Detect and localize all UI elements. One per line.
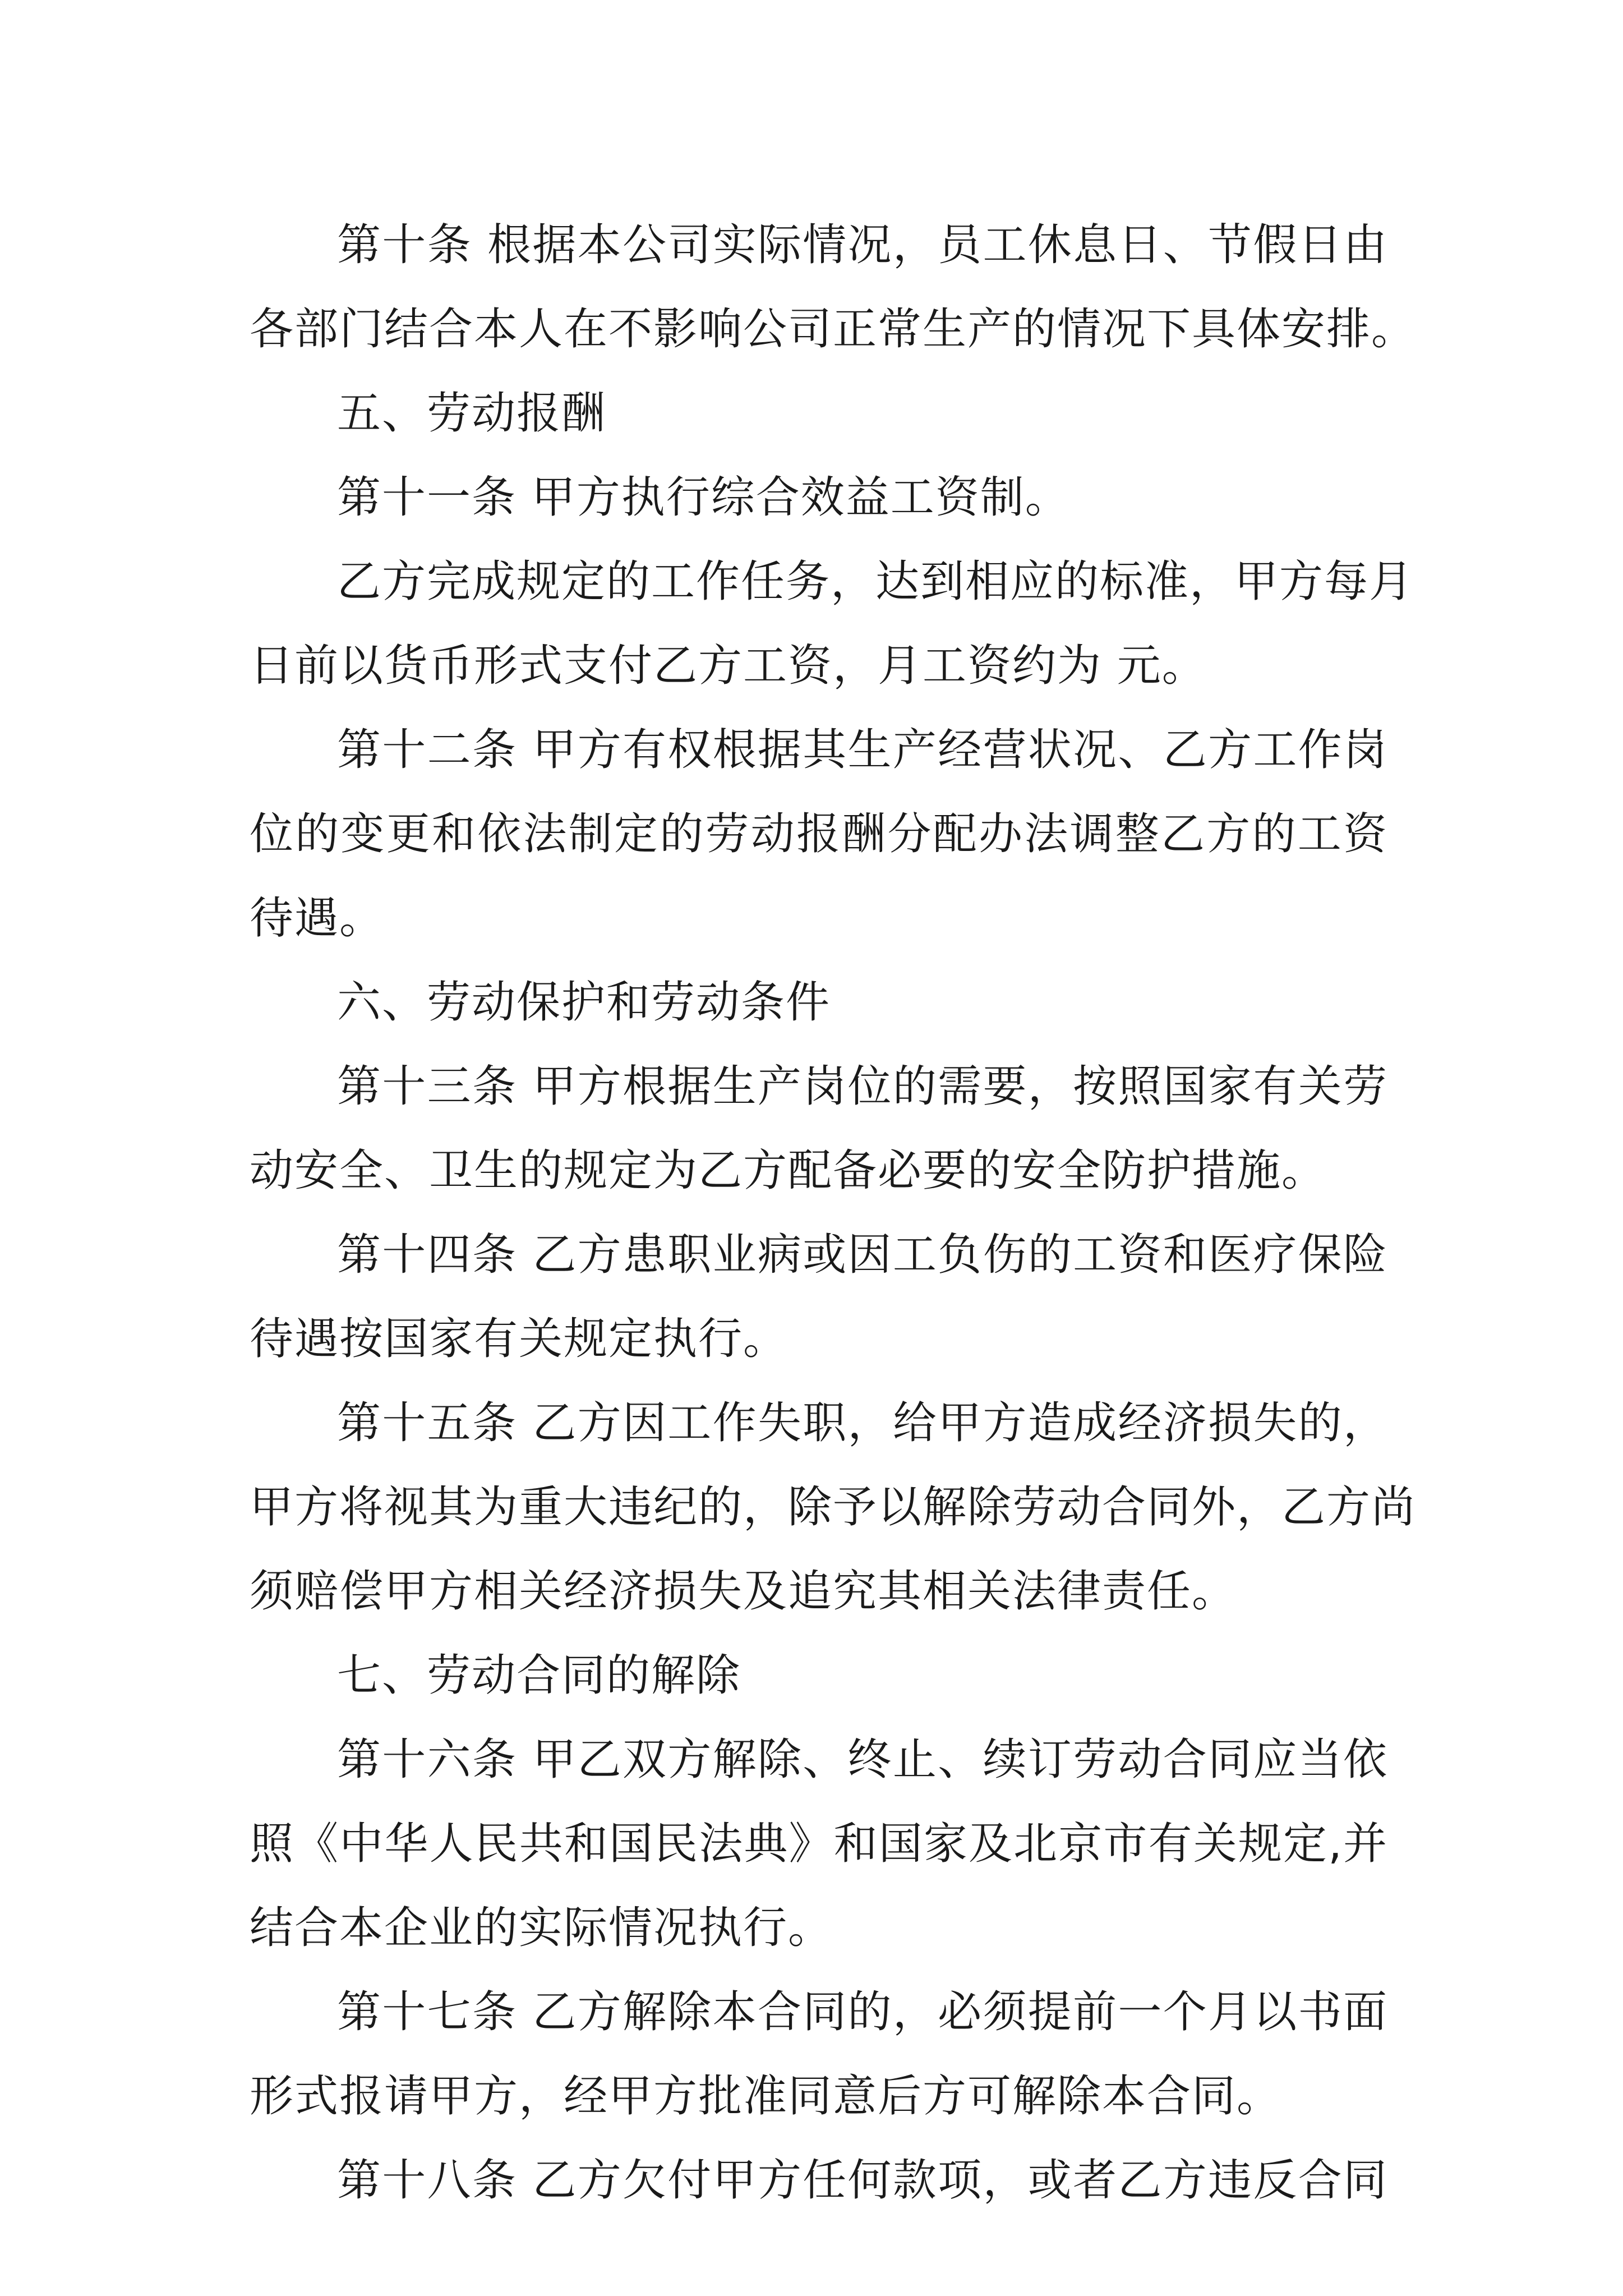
section-heading: 六、劳动保护和劳动条件 [337, 977, 831, 1028]
text-line: 须赔偿甲方相关经济损失及追究其相关法律责任。 [250, 1566, 1237, 1617]
text-line: 第十一条 甲方执行综合效益工资制。 [337, 472, 1070, 523]
document-body [250, 203, 1417, 2223]
text-line: 形式报请甲方，经甲方批准同意后方可解除本合同。 [250, 2071, 1282, 2122]
text-line: 待遇。 [250, 893, 385, 944]
text-line: 第十七条 乙方解除本合同的，必须提前一个月以书面 [337, 1987, 1388, 2037]
text-line: 第十五条 乙方因工作失职，给甲方造成经济损失的， [337, 1398, 1388, 1448]
text-line: 第十三条 甲方根据生产岗位的需要，按照国家有关劳 [337, 1061, 1388, 1112]
text-line: 第十二条 甲方有权根据其生产经营状况、乙方工作岗 [337, 725, 1388, 775]
text-line: 第十六条 甲乙双方解除、终止、续订劳动合同应当依 [337, 1734, 1388, 1785]
text-line: 第十条 根据本公司实际情况，员工休息日、节假日由 [337, 220, 1388, 270]
text-line: 照《中华人民共和国民法典》和国家及北京市有关规定,并 [250, 1819, 1388, 1869]
text-line: 位的变更和依法制定的劳动报酬分配办法调整乙方的工资 [250, 809, 1388, 859]
text-line: 日前以货币形式支付乙方工资，月工资约为 元。 [250, 641, 1207, 691]
section-heading: 七、劳动合同的解除 [337, 1650, 741, 1701]
text-line: 动安全、卫生的规定为乙方配备必要的安全防护措施。 [250, 1145, 1327, 1196]
section-heading: 五、劳动报酬 [337, 388, 607, 439]
text-line: 各部门结合本人在不影响公司正常生产的情况下具体安排。 [250, 304, 1417, 355]
text-line: 乙方完成规定的工作任务，达到相应的标准，甲方每月 [337, 556, 1414, 607]
text-line: 甲方将视其为重大违纪的，除予以解除劳动合同外，乙方尚 [250, 1482, 1417, 1533]
text-line: 第十八条 乙方欠付甲方任何款项，或者乙方违反合同 [337, 2155, 1388, 2206]
text-line: 第十四条 乙方患职业病或因工负伤的工资和医疗保险 [337, 1230, 1388, 1280]
text-line: 结合本企业的实际情况执行。 [250, 1903, 833, 1953]
text-line: 待遇按国家有关规定执行。 [250, 1314, 789, 1364]
